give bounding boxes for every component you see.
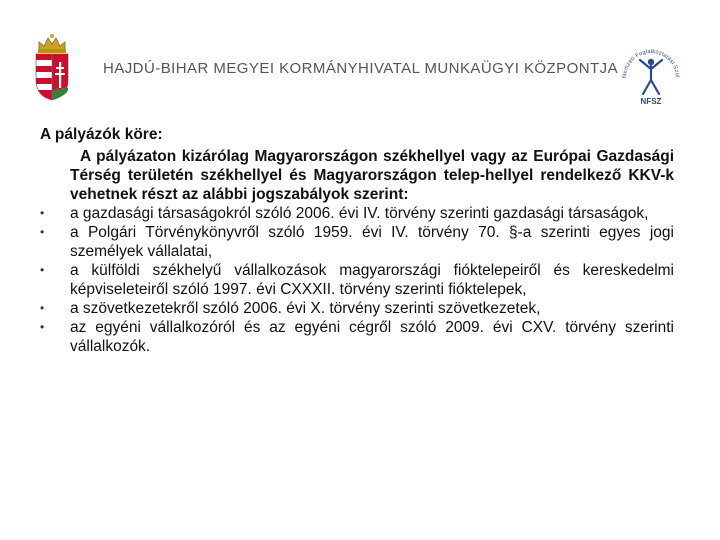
list-item	[40, 299, 674, 318]
list-item	[40, 204, 674, 223]
main-content	[40, 125, 674, 356]
bullet-icon: •	[40, 263, 45, 277]
svg-text:NFSZ: NFSZ	[640, 97, 662, 106]
list-item-text: a szövetkezetekről szóló 2006. évi X. törvény szerinti szövetkezetek,	[70, 300, 541, 317]
eligibility-list	[40, 204, 674, 356]
bullet-icon: •	[40, 301, 45, 315]
list-item-text: a Polgári Törvénykönyvről szóló 1959. évi IV. törvény 70. §-a szerinti egyes jogi személyek vállalatai,	[70, 224, 674, 260]
list-item-text: az egyéni vállalkozóról és az egyéni cégről szóló 2009. évi CXV. törvény szerinti vállalkozók.	[70, 319, 674, 355]
list-item	[40, 261, 674, 299]
svg-text:Nemzeti Foglalkoztatási Szolgá: Nemzeti Foglalkoztatási Szol	[621, 48, 681, 79]
header-title: HAJDÚ-BIHAR MEGYEI KORMÁNYHIVATAL MUNKAÜGYI KÖZPONTJA	[103, 60, 619, 77]
bullet-icon: •	[40, 206, 45, 220]
list-item-text: a külföldi székhelyű vállalkozások magyarországi fióktelepeiről és kereskedelmi képviseleteiről szóló 1997. évi CXXXII. törvény szerinti fióktelepek,	[70, 262, 674, 298]
list-item	[40, 223, 674, 261]
section-heading: A pályázók köre:	[40, 126, 163, 143]
nfsz-logo	[612, 38, 690, 110]
list-item-text: a gazdasági társaságokról szóló 2006. évi IV. törvény szerinti gazdasági társaságok,	[70, 205, 649, 222]
intro-paragraph: A pályázaton kizárólag Magyarországon székhellyel vagy az Európai Gazdasági Térség területén székhellyel és Magyarországon telep-hellyel rendelkező KKV-k vehetnek részt az alábbi jogszabályok szerint:	[70, 148, 674, 203]
bullet-icon: •	[40, 225, 45, 239]
bullet-icon: •	[40, 320, 45, 334]
list-item	[40, 318, 674, 356]
coat-of-arms-logo	[30, 30, 74, 102]
